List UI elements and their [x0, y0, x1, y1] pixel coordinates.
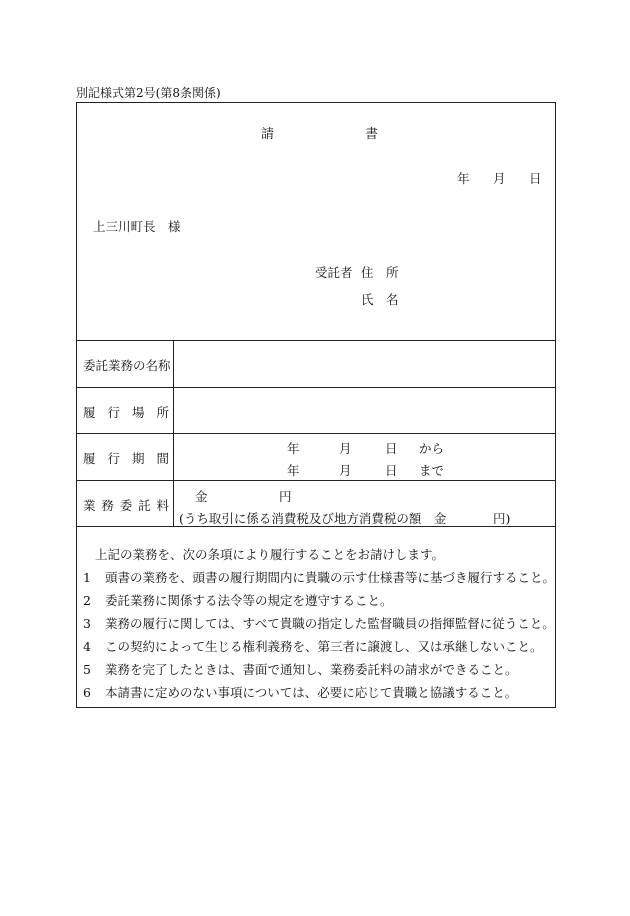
condition-text: 業務の履行に関しては、すべて貴職の指定した監督職員の指揮監督に従うこと。	[104, 616, 555, 631]
fee-yen: 円	[279, 489, 292, 504]
business-name-label: 委託業務の名称	[83, 358, 171, 373]
title-char-1: 請	[261, 127, 275, 142]
condition-number: 6	[83, 685, 91, 700]
period-char: 履	[83, 451, 96, 466]
condition-number: 3	[83, 616, 91, 631]
fee-tax-yen: 円)	[493, 511, 511, 526]
condition-text: 頭書の業務を、頭書の履行期間内に貴職の示す仕様書等に基づき履行すること。	[104, 570, 555, 585]
condition-item	[83, 660, 517, 678]
divider	[77, 340, 555, 341]
condition-text: 業務を完了したときは、書面で通知し、業務委託料の請求ができること。	[104, 662, 518, 677]
date-day: 日	[529, 171, 542, 186]
period-from-day: 日	[385, 441, 398, 456]
condition-item	[83, 591, 392, 609]
condition-number: 1	[83, 570, 91, 585]
condition-item	[83, 568, 555, 586]
contractor-role: 受託者	[315, 265, 353, 280]
conditions-intro: 上記の業務を、次の条項により履行することをお請けします。	[95, 547, 445, 562]
place-label	[83, 403, 169, 421]
condition-number: 2	[83, 593, 91, 608]
contractor-name-label: 氏 名	[361, 292, 399, 307]
column-divider	[173, 340, 174, 526]
fee-char: 料	[156, 498, 169, 513]
fee-gold-prefix: 金	[195, 489, 208, 504]
contractor-address-label: 住 所	[361, 265, 399, 280]
divider	[77, 387, 555, 388]
fee-tax-line: (うち取引に係る消費税及び地方消費税の額 金	[179, 511, 447, 526]
condition-number: 5	[83, 662, 91, 677]
condition-item	[83, 637, 542, 655]
condition-item	[83, 614, 555, 632]
date-year: 年	[457, 171, 470, 186]
period-from-suffix: から	[419, 441, 445, 456]
divider	[77, 433, 555, 434]
period-to-year: 年	[287, 463, 300, 478]
fee-label	[83, 496, 169, 514]
period-char: 間	[156, 451, 169, 466]
period-to-month: 月	[339, 463, 352, 478]
addressee: 上三川町長 様	[93, 219, 181, 234]
fee-char: 委	[119, 498, 133, 513]
condition-number: 4	[83, 639, 91, 654]
period-char: 期	[131, 451, 145, 466]
period-char: 行	[107, 451, 120, 466]
period-label	[83, 449, 169, 467]
place-char: 場	[131, 405, 145, 420]
form-label: 別記様式第2号(第8条関係)	[76, 86, 221, 100]
title-char-2: 書	[365, 127, 379, 142]
contract-form-frame	[76, 102, 556, 708]
fee-char: 務	[101, 498, 114, 513]
place-char: 行	[107, 405, 120, 420]
date-month: 月	[493, 171, 506, 186]
condition-text: 委託業務に関係する法令等の規定を遵守すること。	[104, 593, 393, 608]
divider	[77, 480, 555, 481]
place-char: 履	[83, 405, 96, 420]
period-from-month: 月	[339, 441, 352, 456]
period-from-year: 年	[287, 441, 300, 456]
fee-char: 託	[138, 498, 151, 513]
condition-text: この契約によって生じる権利義務を、第三者に譲渡し、又は承継しないこと。	[104, 639, 543, 654]
period-to-day: 日	[385, 463, 398, 478]
condition-item	[83, 683, 517, 701]
fee-char: 業	[83, 498, 96, 513]
condition-text: 本請書に定めのない事項については、必要に応じて貴職と協議すること。	[104, 685, 518, 700]
period-to-suffix: まで	[419, 463, 445, 478]
place-char: 所	[156, 405, 169, 420]
